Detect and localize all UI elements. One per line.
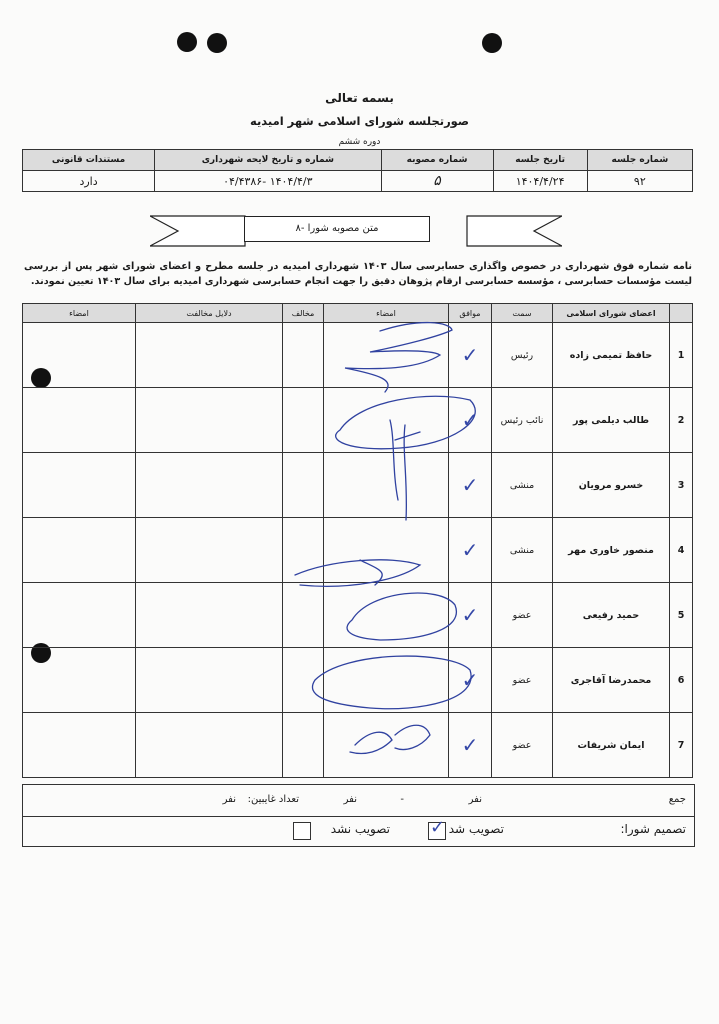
member-role: عضو xyxy=(492,713,553,778)
member-role: منشی xyxy=(492,518,553,583)
reason-cell xyxy=(136,518,283,583)
agree-check: ✓ xyxy=(449,648,492,713)
oppose-cell xyxy=(283,583,324,648)
rejected-label: تصویب نشد xyxy=(330,822,390,836)
table-row xyxy=(23,648,693,713)
signature-cell xyxy=(324,388,449,453)
table-row xyxy=(23,518,693,583)
member-name: حمید رفیعی xyxy=(553,583,670,648)
member-role: منشی xyxy=(492,453,553,518)
decision-label: تصمیم شورا: xyxy=(620,822,686,836)
council-period: دوره ششم xyxy=(338,137,381,147)
resolution-number: ۵ xyxy=(381,171,493,192)
members-vote-table xyxy=(22,303,693,778)
oppose-cell xyxy=(283,713,324,778)
page-title: صورتجلسه شورای اسلامی شهر امیدیه xyxy=(249,114,470,128)
member-role: رئیس xyxy=(492,323,553,388)
section-label: ۸- متن مصوبه شورا xyxy=(244,216,430,242)
session-number: ۹۲ xyxy=(587,171,692,192)
agree-check: ✓ xyxy=(449,583,492,648)
header-cell: امضاء xyxy=(324,304,449,323)
signature-cell xyxy=(23,713,136,778)
punch-hole xyxy=(207,33,227,53)
signature-cell xyxy=(23,453,136,518)
table-row xyxy=(23,713,693,778)
reason-cell xyxy=(136,453,283,518)
header-cell: دلایل مخالفت xyxy=(136,304,283,323)
dash: - xyxy=(400,794,404,805)
agree-unit: نفر xyxy=(468,794,482,805)
totals-row xyxy=(22,784,695,817)
row-number: 1 xyxy=(670,323,693,388)
oppose-cell xyxy=(283,323,324,388)
signature-cell xyxy=(324,648,449,713)
member-name: منصور خاوری مهر xyxy=(553,518,670,583)
reason-cell xyxy=(136,648,283,713)
header-cell: سمت xyxy=(492,304,553,323)
oppose-cell xyxy=(283,388,324,453)
header-cell: اعضای شورای اسلامی xyxy=(553,304,670,323)
legal-documents: دارد xyxy=(23,171,155,192)
check-icon: ✓ xyxy=(430,817,446,838)
member-name: ایمان شریفات xyxy=(553,713,670,778)
row-number: 3 xyxy=(670,453,693,518)
agree-check: ✓ xyxy=(449,388,492,453)
reason-cell xyxy=(136,323,283,388)
header-cell: شماره مصوبه xyxy=(381,150,493,171)
table-row xyxy=(23,323,693,388)
agree-check: ✓ xyxy=(449,453,492,518)
member-name: خسرو مرویان xyxy=(553,453,670,518)
member-name: محمدرضا آقاجری xyxy=(553,648,670,713)
row-number: 4 xyxy=(670,518,693,583)
signature-cell xyxy=(324,583,449,648)
header-cell xyxy=(670,304,693,323)
member-role: نائب رئیس xyxy=(492,388,553,453)
oppose-cell xyxy=(283,453,324,518)
council-decision xyxy=(22,816,695,847)
reason-cell xyxy=(136,388,283,453)
table-row xyxy=(23,583,693,648)
signature-cell xyxy=(324,323,449,388)
member-role: عضو xyxy=(492,583,553,648)
reason-cell xyxy=(136,713,283,778)
row-number: 2 xyxy=(670,388,693,453)
header-cell: شماره جلسه xyxy=(587,150,692,171)
header-cell: مخالف xyxy=(283,304,324,323)
agree-check: ✓ xyxy=(449,323,492,388)
header-cell: موافق xyxy=(449,304,492,323)
absent-label: تعداد غایبین: xyxy=(247,794,299,805)
approved-checkbox[interactable] xyxy=(428,817,446,840)
punch-hole xyxy=(177,32,197,52)
signature-cell xyxy=(324,518,449,583)
table-row xyxy=(23,388,693,453)
oppose-cell xyxy=(283,518,324,583)
approved-label: تصویب شد xyxy=(448,822,504,836)
row-number: 6 xyxy=(670,648,693,713)
signature-cell xyxy=(324,713,449,778)
header-cell: تاریخ جلسه xyxy=(493,150,587,171)
agree-check: ✓ xyxy=(449,713,492,778)
member-name: حافظ تمیمی زاده xyxy=(553,323,670,388)
bill-number-date: ۱۴۰۴/۴/۳ -۰۴/۴۳۸۶ xyxy=(155,171,382,192)
oppose-unit: نفر xyxy=(343,794,357,805)
member-name: طالب دیلمی پور xyxy=(553,388,670,453)
invocation: بسمه تعالی xyxy=(325,91,394,105)
header-cell: شماره و تاریخ لایحه شهرداری xyxy=(155,150,382,171)
row-number: 5 xyxy=(670,583,693,648)
signature-cell xyxy=(23,648,136,713)
header-cell: امضاء xyxy=(23,304,136,323)
row-number: 7 xyxy=(670,713,693,778)
agree-check: ✓ xyxy=(449,518,492,583)
member-role: عضو xyxy=(492,648,553,713)
oppose-cell xyxy=(283,648,324,713)
meeting-info-table xyxy=(22,149,693,192)
session-date: ۱۴۰۴/۴/۲۴ xyxy=(493,171,587,192)
signature-cell xyxy=(23,583,136,648)
signature-cell xyxy=(23,388,136,453)
signature-cell xyxy=(23,323,136,388)
header-cell: مستندات قانونی xyxy=(23,150,155,171)
absent-unit: نفر xyxy=(222,794,236,805)
signature-cell xyxy=(324,453,449,518)
reason-cell xyxy=(136,583,283,648)
punch-hole xyxy=(482,33,502,53)
resolution-text: نامه شماره فوق شهرداری در خصوص واگذاری حسابرسی سال ۱۴۰۳ شهرداری امیدیه در جلسه مطرح و اعضای شورای شهر پس از بررسی لیست مؤسسات حسابرسی ، مؤسسه حسابرسی ارقام پژوهان دقیق را جهت انجام حسابرسی شهرداری امیدیه برای سال ۱۴۰۳ تعیین نمودند. xyxy=(24,261,692,287)
rejected-checkbox[interactable] xyxy=(293,822,311,840)
table-row xyxy=(23,453,693,518)
signature-cell xyxy=(23,518,136,583)
sum-label: جمع xyxy=(668,794,686,805)
